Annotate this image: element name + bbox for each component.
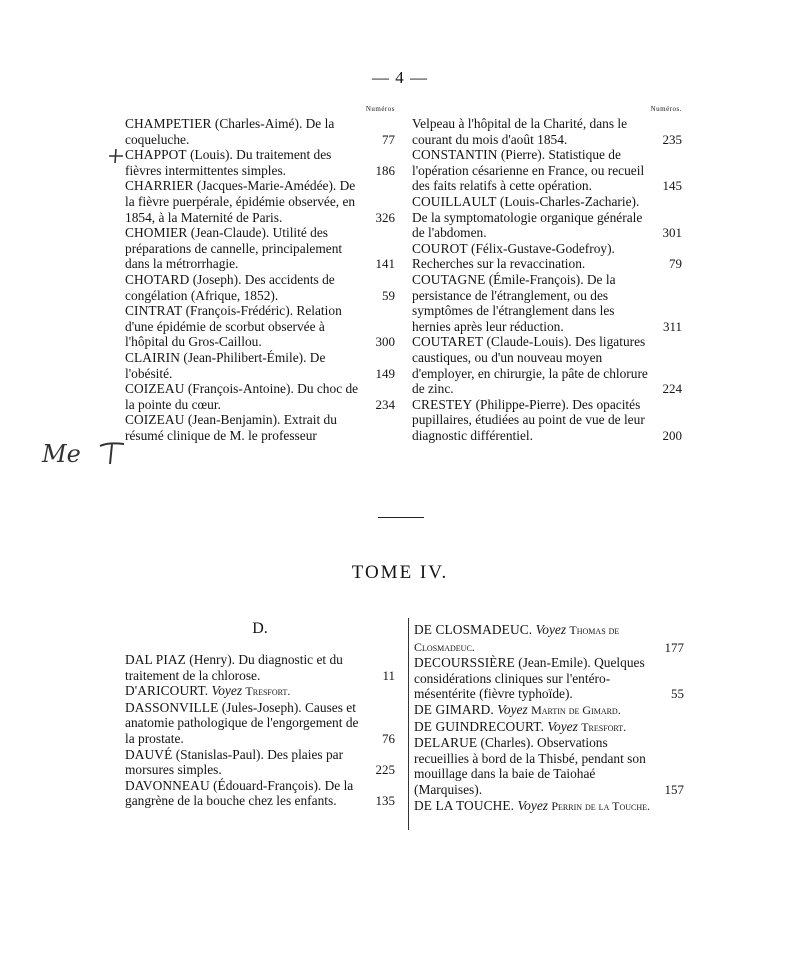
author-name: DE GIMARD. [414,701,494,717]
entry-title: (Édouard-François). De la gangrène de la bouche chez les enfants. [125,777,354,809]
page-number-ref: 135 [375,793,395,809]
entry-title: (Jean-Benjamin). Extrait du résumé clinique de M. le professeur [125,412,337,443]
page-number-ref: 141 [375,256,395,272]
author-name: CHOMIER [125,225,188,241]
entry-text [125,683,367,700]
page-number-ref: 186 [375,162,395,178]
entry-title: (Jean-Emile). Quelques considérations cliniques sur l'entéro-mésentérite (fièvre typhoïde). [414,655,645,702]
index-entry [412,116,682,147]
author-name: CRESTEY [412,396,473,412]
index-entry [125,683,395,700]
author-name: DECOURSSIÈRE [414,655,515,671]
entry-text [125,178,367,225]
entry-title: (Jean-Philibert-Émile). De l'obésité. [125,349,326,381]
author-name: CONSTANTIN [412,147,498,163]
index-entry [125,412,395,443]
page-number-ref: 300 [375,334,395,350]
author-name: COUTAGNE [412,271,486,287]
entry-text [125,652,367,683]
author-name: CHAMPETIER [125,116,212,131]
entry-title: (François-Frédéric). Relation d'une épidémie de scorbut observée à l'hôpital du Gros-Caillou. [125,303,342,350]
index-entry [414,798,684,815]
entry-text [125,412,367,443]
tome3-right-column [412,104,682,443]
page-number-ref: 59 [382,287,395,303]
entry-text [412,397,654,444]
entry-text [412,147,654,194]
cross-reference: Perrin de la Touche. [551,798,651,813]
index-entry [412,272,682,334]
entry-title: (Claude-Louis). Des ligatures caustiques, ou d'un nouveau moyen d'employer, en chirurgie, la pâte de chlorure de zinc. [412,334,648,397]
entry-title: (Charles-Aimé). De la coqueluche. [125,116,335,147]
cross-reference: Thomas de Closmadeuc. [414,623,620,654]
tome4-right-column [414,622,684,814]
entry-title: (Louis). Du traitement des fièvres intermittentes simples. [125,147,332,178]
entry-text [125,116,367,147]
entry-text [125,381,367,412]
page-number-ref: 79 [669,256,682,272]
page-number-ref: 200 [662,427,682,443]
entry-text [414,622,656,655]
entry-text [414,735,656,797]
section-letter: D. [252,620,268,637]
author-name: DE GUINDRECOURT. [414,718,544,734]
section-divider [378,517,424,518]
entry-text [125,272,367,303]
margin-cross-mark [108,148,124,168]
cross-reference: Tresfort. [245,684,291,699]
index-entry [412,147,682,194]
entry-title: (Louis-Charles-Zacharie). De la symptomatologie organique générale de l'abdomen. [412,193,643,241]
author-name: COUTARET [412,334,484,350]
author-name: DE LA TOUCHE. [414,797,515,813]
entry-text [412,241,654,272]
entry-text [414,798,656,815]
author-name: COUROT [412,240,468,256]
entry-title: (Joseph). Des accidents de congélation (Afrique, 1852). [125,271,335,303]
index-entry [125,652,395,683]
page-number-ref: 11 [382,667,395,683]
author-name: DAVONNEAU [125,777,210,793]
voyez-label: Voyez [535,622,567,637]
entry-text [125,747,367,778]
index-entry [414,719,684,736]
page-number-ref: 301 [662,225,682,241]
author-name: DE CLOSMADEUC. [414,622,533,637]
page-number-ref: 77 [382,131,395,147]
page-number-ref: 177 [664,639,684,655]
voyez-label: Voyez [497,701,528,717]
index-entry [125,225,395,272]
voyez-label: Voyez [517,797,548,813]
author-name: COUILLAULT [412,193,497,209]
entry-text [125,350,367,381]
entry-title: (Félix-Gustave-Godefroy). Recherches sur la revaccination. [412,240,615,272]
entry-text [125,303,367,350]
entry-title: (Jules-Joseph). Causes et anatomie pathologique de l'engorgement de la prostate. [125,699,359,746]
page-number-ref: 157 [664,781,684,797]
page-number: — 4 — [372,68,428,87]
entry-text [414,702,656,719]
entry-title: (Émile-François). De la persistance de l'étranglement, ou des symptômes de l'étranglement dans les hernies après leur réduction. [412,271,616,334]
author-name: CHAPPOT [125,147,187,163]
index-entry [125,778,395,809]
page-number-ref: 311 [662,318,682,334]
entry-title: (Pierre). Statistique de l'opération césarienne en France, ou recueil des faits relatifs à cette opération. [412,147,645,194]
index-entry [125,303,395,350]
author-name: CHARRIER [125,178,194,194]
index-entry [412,194,682,241]
entry-text [412,194,654,241]
entry-title: (Henry). Du diagnostic et du traitement de la chlorose. [125,652,343,683]
author-name: DELARUE [414,735,478,751]
page-number-ref: 55 [671,686,684,702]
index-entry [412,397,682,444]
page-number-ref: 145 [662,178,682,194]
index-entry [125,700,395,747]
page-number-ref: 76 [382,730,395,746]
column-rule [408,618,409,830]
page-number-ref: 224 [662,381,682,397]
index-entry [414,735,684,797]
entry-title: Velpeau à l'hôpital de la Charité, dans le courant du mois d'août 1854. [412,116,628,147]
author-name: DAL PIAZ [125,652,186,667]
author-name: CHOTARD [125,271,190,287]
tome3-left-column [125,104,395,443]
index-entry [412,334,682,396]
index-entry [125,350,395,381]
index-entry [125,116,395,147]
entry-text [125,778,367,809]
voyez-label: Voyez [211,683,243,699]
entry-title: (Jacques-Marie-Amédée). De la fièvre puerpérale, épidémie observée, en 1854, à la Maternité de Paris. [125,178,356,225]
page-number-ref: 234 [375,396,395,412]
author-name: D'ARICOURT. [125,683,209,699]
margin-handwriting: Me [42,440,81,468]
index-entry [414,702,684,719]
page-number-ref: 149 [375,365,395,381]
index-entry [125,381,395,412]
author-name: COIZEAU [125,412,185,428]
margin-cross-mark [98,440,126,472]
index-entry [125,747,395,778]
page-number-ref: 326 [375,209,395,225]
entry-text [414,655,656,702]
author-name: COIZEAU [125,381,185,397]
cross-reference: Tresfort. [581,719,627,734]
author-name: DASSONVILLE [125,699,219,715]
entry-title: (Jean-Claude). Utilité des préparations de cannelle, principalement dans la métrorrhagie. [125,225,343,272]
entry-text [412,116,654,147]
tome4-left-column [125,652,395,809]
index-entry [125,178,395,225]
cross-reference: Martin de Gimard. [531,702,621,717]
index-entry [412,241,682,272]
entry-title: (Charles). Observations recueillies à bord de la Thisbé, pendant son mouillage dans la baie de Taiohaé (Marquises). [414,735,646,797]
entry-text [125,147,367,178]
voyez-label: Voyez [547,718,578,734]
entry-text [125,225,367,272]
tome-title: TOME IV. [351,562,449,583]
entry-text [414,719,656,736]
page-number-ref: 235 [662,131,682,147]
index-entry [125,272,395,303]
page-number-ref: 225 [375,762,395,778]
numeros-header: Numéros [365,105,395,113]
entry-text [412,272,654,334]
numeros-header: Numéros. [650,105,682,113]
entry-text [412,334,654,396]
index-entry [414,622,684,655]
author-name: DAUVÉ [125,746,173,762]
author-name: CLAIRIN [125,349,181,365]
author-name: CINTRAT [125,303,183,319]
index-entry [125,147,395,178]
entry-text [125,700,367,747]
entry-title: (Philippe-Pierre). Des opacités pupillaires, étudiées au point de vue de leur diagnostic différentiel. [412,396,645,443]
entry-title: (Stanislas-Paul). Des plaies par morsures simples. [125,746,344,778]
index-entry [414,655,684,702]
entry-title: (François-Antoine). Du choc de la pointe du cœur. [125,381,359,412]
